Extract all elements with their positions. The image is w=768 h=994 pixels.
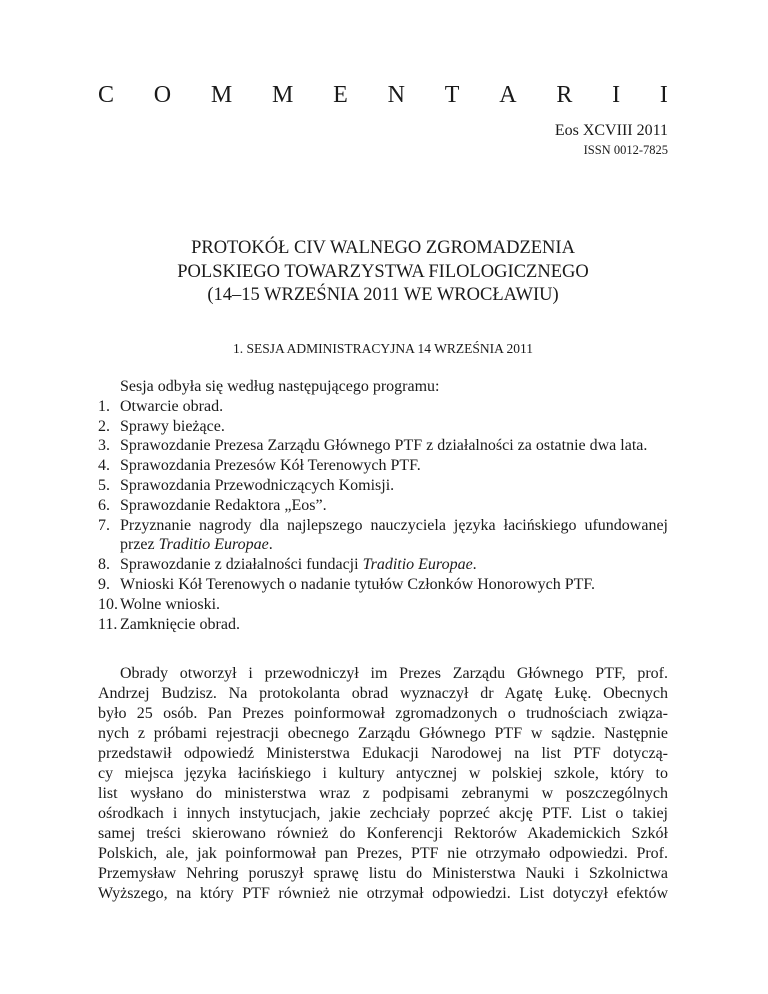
paragraph-line: ośrodkach i innych instytucjach, jakie zechciały poprzeć akcję PTF. List o takiej xyxy=(98,805,668,822)
paragraph-line: cy miejsca języka łacińskiego i kultury antycznej w polskiej szkole, który to xyxy=(98,765,668,782)
header-letter: R xyxy=(556,82,573,108)
header-letter: C xyxy=(98,82,115,108)
list-item-text: Zamknięcie obrad. xyxy=(120,615,240,633)
list-item xyxy=(98,615,668,635)
list-item xyxy=(98,595,668,615)
list-item xyxy=(98,496,668,516)
paragraph-line: samej treści skierowano również do Konferencji Rektorów Akademickich Szkół xyxy=(98,825,668,842)
paragraph-line: było 25 osób. Pan Prezes poinformował zgromadzonych o trudnościach związa- xyxy=(98,705,668,722)
header-letter: I xyxy=(612,82,621,108)
header-letter: O xyxy=(153,82,172,108)
list-item-text-part: Sprawozdanie z działalności fundacji xyxy=(120,556,363,574)
title-line: (14–15 WRZEŚNIA 2011 WE WROCŁAWIU) xyxy=(207,285,559,305)
list-item-text: Wnioski Kół Terenowych o nadanie tytułów Członków Honorowych PTF. xyxy=(120,575,596,593)
program-intro: Sesja odbyła się według następującego programu: xyxy=(120,378,440,395)
list-item-text: Sprawozdania Prezesów Kół Terenowych PTF. xyxy=(120,457,421,475)
paragraph-line: Andrzej Budzisz. Na protokolanta obrad wyznaczył dr Agatę Łukę. Obecnych xyxy=(98,685,668,702)
section-header-commentarii xyxy=(98,80,668,110)
list-item-text: Sprawozdanie Prezesa Zarządu Głównego PTF z działalności za ostatnie dwa lata. xyxy=(120,437,648,455)
paragraph-line: Obrady otworzył i przewodniczył im Prezes Zarządu Głównego PTF, prof. xyxy=(120,665,668,682)
list-item xyxy=(98,397,668,417)
paragraph-line: list wysłano do ministerstwa wraz z podpisami zebranymi w poszczególnych xyxy=(98,785,668,802)
header-letter: E xyxy=(333,82,348,108)
list-item-number: 5. xyxy=(98,476,110,494)
header-letter: M xyxy=(210,82,233,108)
list-item xyxy=(98,476,668,496)
paragraph-line: Przemysław Nehring poruszył sprawę listu do Ministerstwa Nauki i Szkolnictwa xyxy=(98,865,668,882)
list-item-text xyxy=(120,516,668,556)
program-list xyxy=(98,377,668,634)
italic-title: Traditio Europae xyxy=(158,536,269,554)
list-item-number: 10. xyxy=(98,595,118,613)
italic-title: Traditio Europae xyxy=(362,556,473,574)
paragraph-line: Polskich, ale, jak poinformował pan Prezes, PTF nie otrzymało odpowiedzi. Prof. xyxy=(98,845,668,862)
paragraph-line: Wyższego, na który PTF również nie otrzymał odpowiedzi. List dotyczył efektów xyxy=(98,885,668,902)
list-item-text: Otwarcie obrad. xyxy=(120,397,224,415)
list-item-number: 2. xyxy=(98,417,110,435)
header-letter: T xyxy=(444,82,460,108)
list-item-number: 3. xyxy=(98,437,110,455)
journal-volume: Eos XCVIII 2011 xyxy=(554,122,668,139)
list-item-number: 7. xyxy=(98,516,110,534)
header-letter: M xyxy=(272,82,294,108)
list-item-number: 4. xyxy=(98,457,110,475)
list-item xyxy=(98,555,668,575)
list-item xyxy=(98,575,668,595)
header-letter: N xyxy=(387,82,405,108)
list-item-text: Sprawozdanie Redaktora „Eos”. xyxy=(120,496,327,514)
list-item-text-part: . xyxy=(268,536,273,554)
list-item-text: Wolne wnioski. xyxy=(120,595,221,613)
header-letter: I xyxy=(659,82,668,108)
header-letter: A xyxy=(499,82,517,108)
list-item-text: Sprawozdania Przewodniczących Komisji. xyxy=(120,476,395,494)
list-item-number: 11. xyxy=(98,615,118,633)
session-heading: 1. SESJA ADMINISTRACYJNA 14 WRZEŚNIA 2011 xyxy=(232,341,534,356)
list-item xyxy=(98,516,668,556)
list-item xyxy=(98,436,668,456)
body-paragraph xyxy=(98,664,668,904)
list-item-text xyxy=(120,555,668,575)
document-title xyxy=(98,237,668,308)
paragraph-line: nych z próbami rejestracji obecnego Zarządu Głównego PTF w sądzie. Następnie xyxy=(98,725,668,742)
list-item-number: 1. xyxy=(98,397,110,415)
list-item xyxy=(98,417,668,437)
list-item-number: 9. xyxy=(98,575,110,593)
list-item-text-part: Przyznanie nagrody dla najlepszego nauczyciela języka łacińskiego ufundowanej przez xyxy=(120,516,668,554)
issn-number: ISSN 0012-7825 xyxy=(583,143,668,157)
list-item-text-part: . xyxy=(472,556,477,574)
list-item xyxy=(98,456,668,476)
title-line: POLSKIEGO TOWARZYSTWA FILOLOGICZNEGO xyxy=(177,261,589,282)
list-item-number: 8. xyxy=(98,556,110,574)
paragraph-line: przedstawił odpowiedź Ministerstwa Edukacji Narodowej na list PTF dotyczą- xyxy=(98,745,668,762)
title-line: PROTOKÓŁ CIV WALNEGO ZGROMADZENIA xyxy=(191,238,575,258)
list-item-number: 6. xyxy=(98,496,110,514)
list-item-text: Sprawy bieżące. xyxy=(120,417,225,435)
